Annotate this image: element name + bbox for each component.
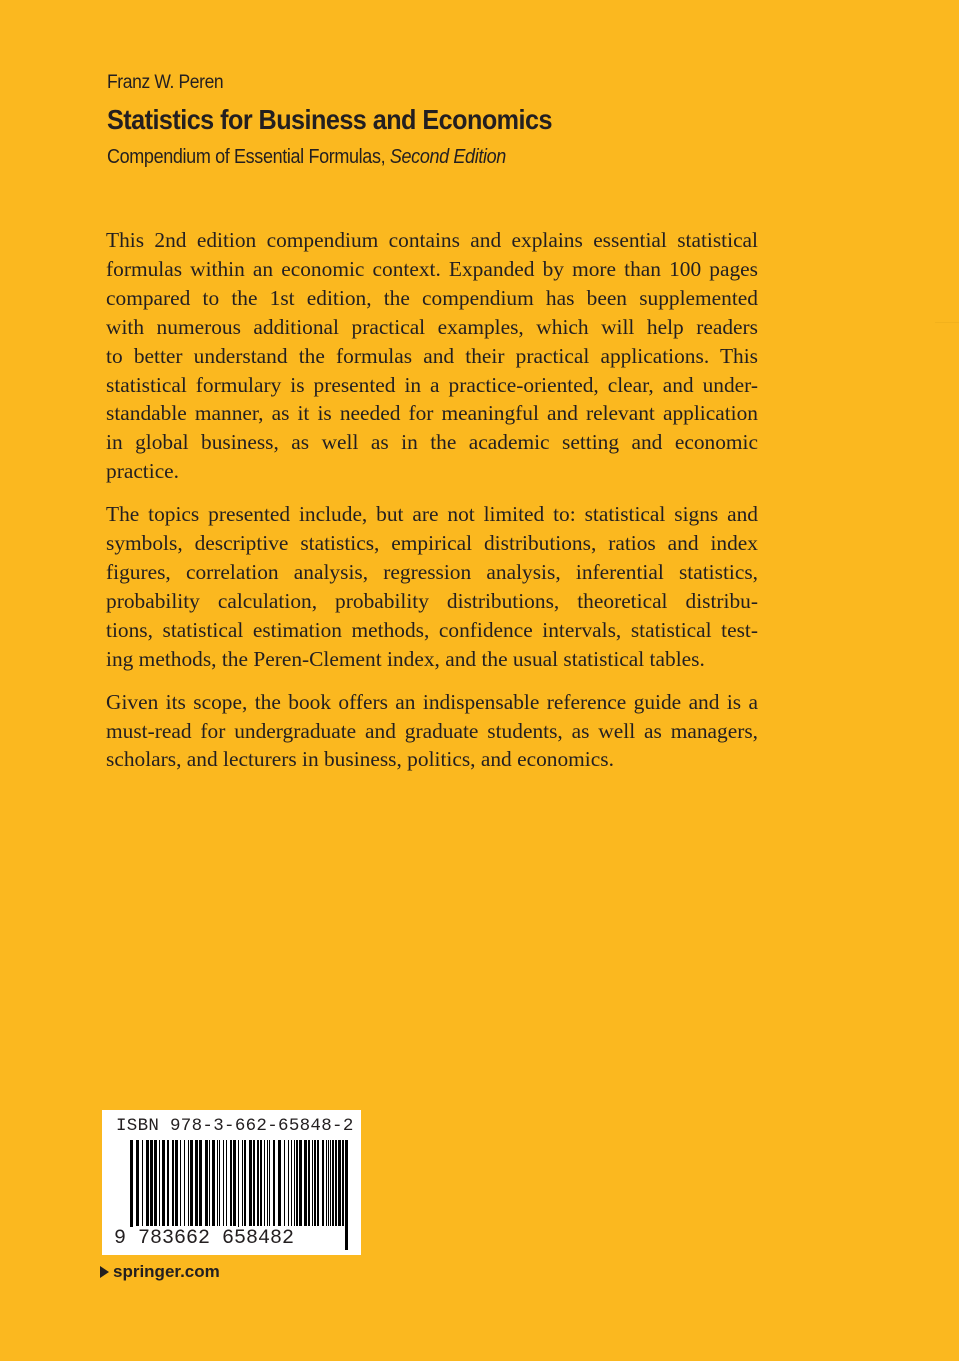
cover-edge-line <box>935 322 959 1361</box>
barcode-bar <box>223 1140 224 1226</box>
barcode-bar <box>296 1140 298 1226</box>
book-title: Statistics for Business and Economics <box>107 104 552 135</box>
barcode-bar <box>162 1140 165 1226</box>
barcode-bar <box>244 1140 246 1226</box>
barcode-bar <box>188 1140 189 1226</box>
book-subtitle <box>107 146 506 169</box>
blurb-line: practice. <box>106 459 180 484</box>
blurb-line: probability calculation, probability distributions, theoretical distribu- <box>106 588 758 613</box>
triangle-right-icon <box>100 1266 109 1278</box>
blurb-paragraph-3 <box>106 688 758 775</box>
barcode-bar <box>308 1140 310 1226</box>
blurb-line: statistical formulary is presented in a practice-oriented, clear, and under- <box>106 372 758 397</box>
barcode-bar <box>278 1140 281 1226</box>
barcode-bar <box>233 1140 236 1226</box>
blurb-line: ing methods, the Peren-Clement index, and the usual statistical tables. <box>106 646 705 671</box>
blurb-line: Given its scope, the book offers an indispensable reference guide and is a <box>106 689 758 714</box>
blurb-line: This 2nd edition compendium contains and explains essential statistical <box>106 228 758 252</box>
barcode-bar <box>322 1140 324 1226</box>
barcode-bar <box>242 1140 243 1226</box>
blurb-paragraph-1 <box>106 226 758 486</box>
blurb-line: must-read for undergraduate and graduate students, as well as managers, <box>106 718 758 743</box>
barcode-bar <box>330 1140 331 1226</box>
barcode-bar <box>314 1140 316 1226</box>
publisher-link[interactable] <box>100 1262 220 1282</box>
barcode-bar <box>335 1140 337 1226</box>
blurb-line: The topics presented include, but are not limited to: statistical signs and <box>106 502 758 527</box>
barcode-bar <box>264 1140 265 1226</box>
barcode-bar <box>294 1140 295 1226</box>
barcode-bar <box>154 1140 157 1226</box>
barcode-bar <box>226 1140 227 1226</box>
barcode-bar <box>205 1140 208 1226</box>
barcode-bar <box>273 1140 275 1226</box>
isbn-barcode <box>102 1110 361 1255</box>
blurb-line: with numerous additional practical examples, which will help readers <box>106 314 758 339</box>
barcode-bar <box>175 1140 178 1226</box>
edition-label: Second Edition <box>389 146 506 168</box>
author-name: Franz W. Peren <box>107 72 224 93</box>
barcode-bar <box>257 1140 259 1226</box>
barcode-bar <box>180 1140 181 1226</box>
barcode-bar <box>172 1140 174 1226</box>
barcode-bar <box>167 1140 169 1226</box>
barcode-bar <box>159 1140 160 1226</box>
blurb-line: figures, correlation analysis, regression analysis, inferential statistics, <box>106 559 758 584</box>
blurb-line: scholars, and lecturers in business, politics, and economics. <box>106 747 614 772</box>
blurb-line: formulas within an economic context. Expanded by more than 100 pages <box>106 256 758 281</box>
barcode-bar <box>269 1140 270 1226</box>
blurb-line: to better understand the formulas and their practical applications. This <box>106 343 758 368</box>
barcode-bar <box>299 1140 302 1226</box>
barcode-bar <box>150 1140 153 1226</box>
barcode-bar <box>291 1140 292 1226</box>
barcode-bar <box>190 1140 193 1226</box>
barcode-bar <box>142 1140 143 1226</box>
barcode-bar <box>209 1140 210 1226</box>
barcode-digits <box>114 1227 294 1250</box>
blurb-paragraph-2 <box>106 500 758 673</box>
barcode-bar <box>249 1140 252 1226</box>
barcode-bar <box>199 1140 202 1226</box>
publisher-url: springer.com <box>113 1262 220 1281</box>
blurb-line: in global business, as well as in the academic setting and economic <box>106 430 758 455</box>
barcode-bar <box>146 1140 149 1226</box>
blurb-line: symbols, descriptive statistics, empirical distributions, ratios and index <box>106 531 758 556</box>
barcode-bar <box>253 1140 255 1226</box>
barcode-bar <box>304 1140 307 1226</box>
barcode-bar <box>184 1140 185 1226</box>
barcode-bar <box>195 1140 198 1226</box>
barcode-bar <box>342 1140 344 1226</box>
isbn-label: ISBN 978-3-662-65848-2 <box>116 1116 354 1136</box>
barcode-bar <box>212 1140 215 1226</box>
barcode-bar <box>345 1140 348 1250</box>
barcode-bar <box>288 1140 289 1226</box>
barcode-bar <box>312 1140 313 1226</box>
barcode-bar <box>260 1140 262 1226</box>
barcode-bar <box>332 1140 334 1226</box>
barcode-bar <box>267 1140 268 1226</box>
barcode-bar <box>338 1140 341 1226</box>
barcode-bar <box>317 1140 319 1226</box>
barcode-bar <box>284 1140 285 1226</box>
subtitle-text: Compendium of Essential Formulas, <box>107 146 390 168</box>
barcode-bar <box>219 1140 220 1226</box>
barcode-bar <box>328 1140 329 1226</box>
blurb-line: tions, statistical estimation methods, confidence intervals, statistical test- <box>106 617 758 642</box>
barcode-bar <box>136 1140 139 1226</box>
barcode-digits-text: 9 783662 658482 <box>114 1227 295 1250</box>
blurb-text <box>106 226 758 788</box>
barcode-bar <box>230 1140 232 1226</box>
barcode-bar <box>217 1140 218 1226</box>
blurb-line: standable manner, as it is needed for meaningful and relevant application <box>106 401 758 426</box>
blurb-line: compared to the 1st edition, the compendium has been supplemented <box>106 285 758 310</box>
barcode-bar <box>326 1140 327 1226</box>
